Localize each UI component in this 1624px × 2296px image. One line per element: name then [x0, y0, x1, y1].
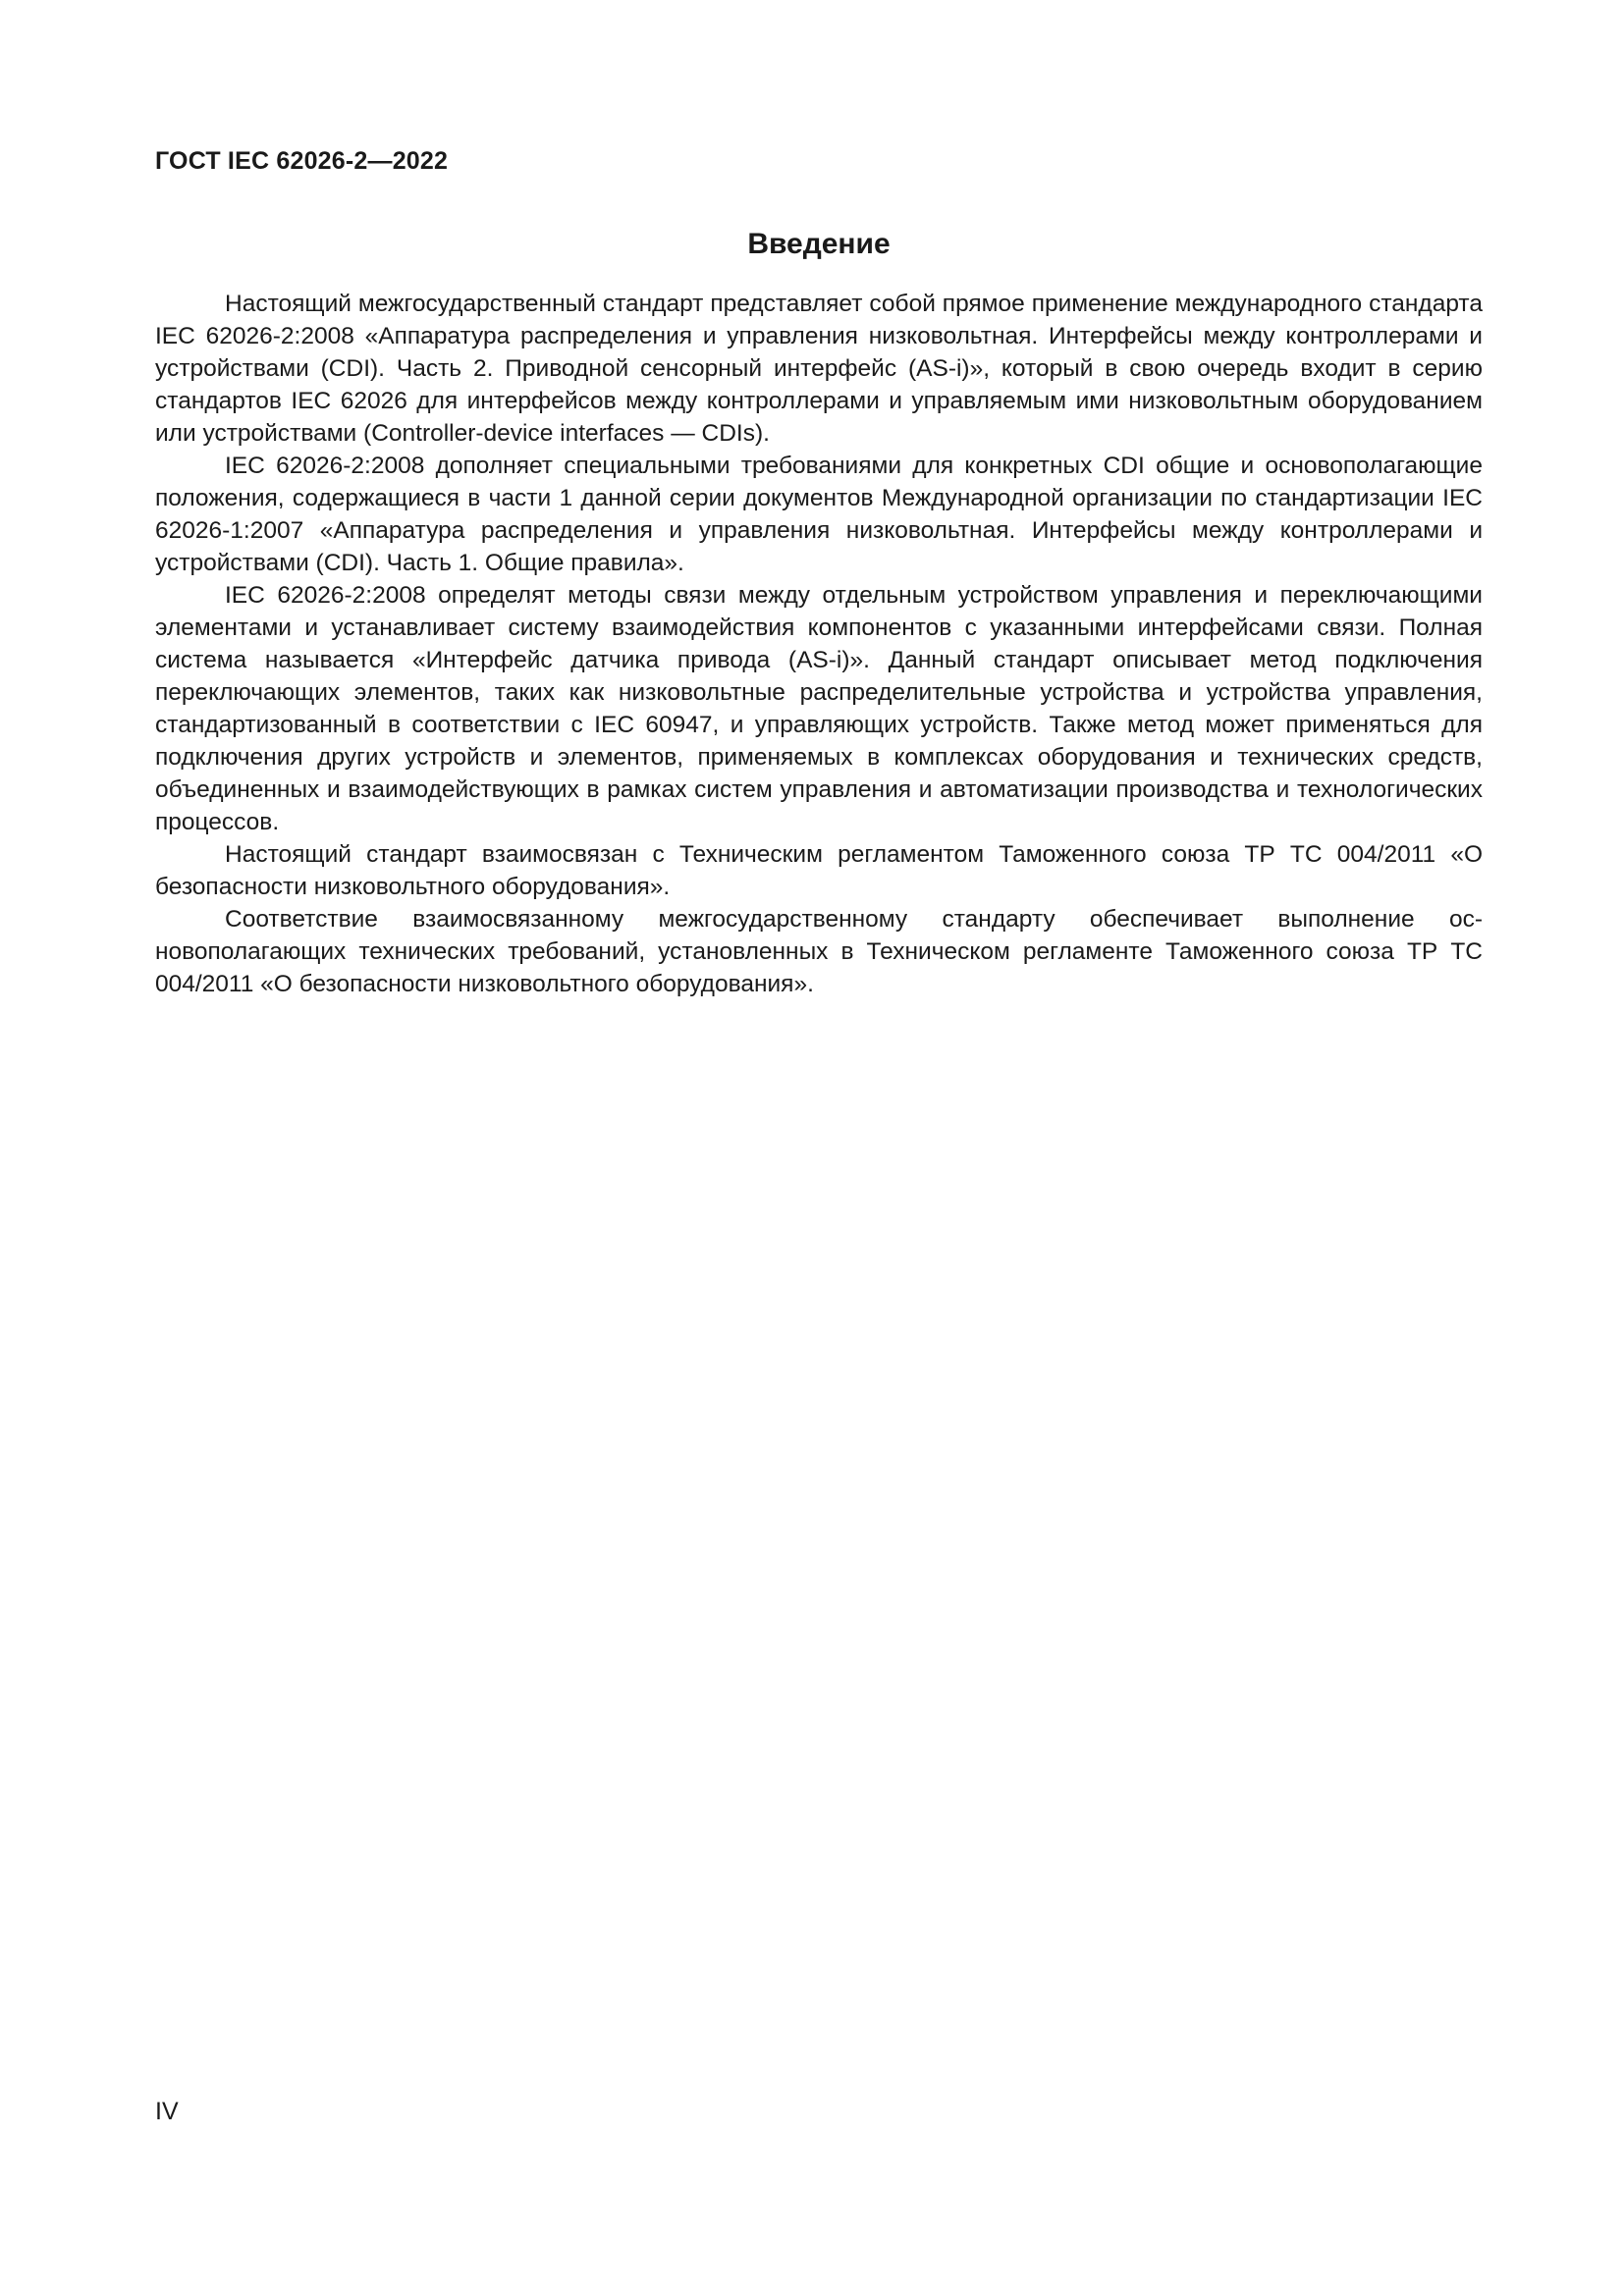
paragraph: Соответствие взаимосвязанному межгосударственному стандарту обеспечивает выполнение основополагающих технических требований, установленных в Техническом регламенте Таможенного союза ТР ТС 004/2011 «О безопасности низковольтного оборудования».: [155, 906, 1483, 997]
page-number: IV: [155, 2098, 179, 2125]
paragraph: Настоящий стандарт взаимосвязан с Техническим регламентом Таможенного союза ТР ТС 004/2011 «О безопасности низковольтного оборудования».: [155, 841, 1483, 900]
document-header-id: ГОСТ IEC 62026-2—2022: [155, 147, 449, 175]
paragraph: Настоящий межгосударственный стандарт представляет собой прямое применение международного стандарта IEC 62026-2:2008 «Аппаратура распределения и управления низковольтная. Интерфейсы между контроллерами и устройствами (CDI). Часть 2. Приводной сенсорный интерфейс (AS-i)», который в свою очередь входит в серию стандартов IEC 62026 для интерфейсов между контроллерами и управляемым ими низковольтным оборудованием или устройствами (Controller-device interfaces — CDIs).: [155, 291, 1483, 447]
paragraph: IEC 62026-2:2008 определят методы связи между отдельным устройством управления и переключающими элементами и устанавливает систему взаимодействия компонентов с указанными интерфейсами связи. Полная система называется «Интерфейс датчика привода (AS-i)». Данный стандарт описывает метод подключения переключающих элементов, таких как низковольтные распределительные устройства и устройства управления, стандартизованный в соответствии с IEC 60947, и управляющих устройств. Также метод может применяться для подключения других устройств и элементов, применяемых в комплексах оборудования и технических средств, объединенных и взаимодействующих в рамках систем управления и автоматизации производства и технологических процессов.: [155, 582, 1483, 835]
section-title: Введение: [747, 228, 891, 260]
paragraph: IEC 62026-2:2008 дополняет специальными требованиями для конкретных CDI общие и основополагающие положения, содержащиеся в части 1 данной серии документов Международной организации по стандартизации IEC 62026-1:2007 «Аппаратура распределения и управления низковольтная. Интерфейсы между контроллерами и устройствами (CDI). Часть 1. Общие правила».: [155, 453, 1483, 576]
introduction-body: [155, 288, 1483, 1000]
